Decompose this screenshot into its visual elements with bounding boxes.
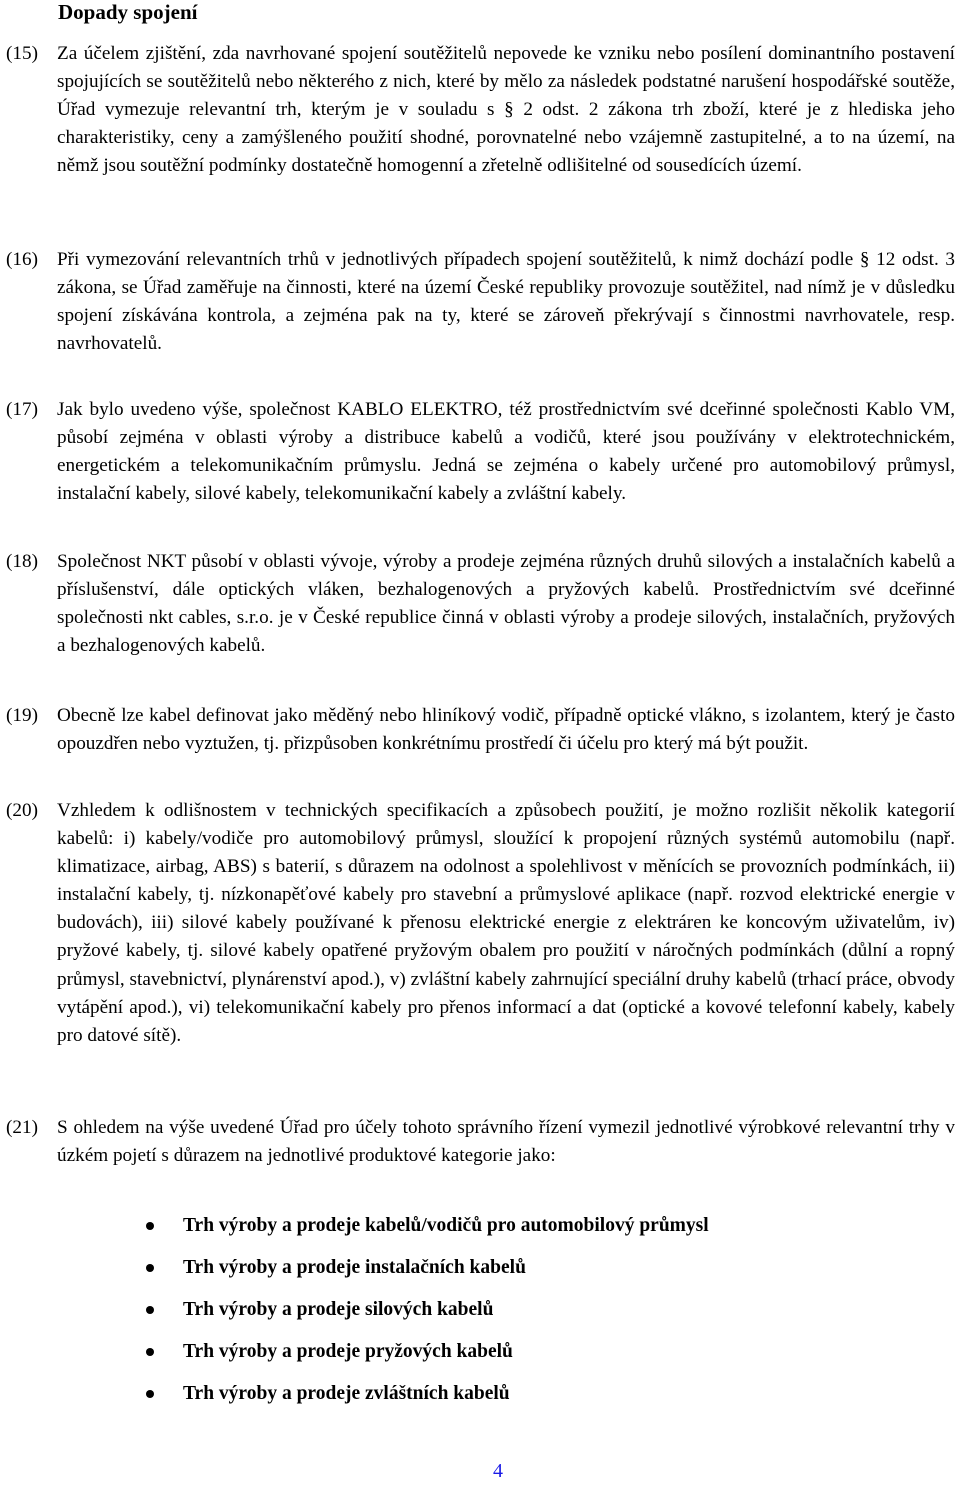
list-item [0,1378,955,1420]
paragraph-20 [0,797,955,1050]
list-item-label: Trh výroby a prodeje pryžových kabelů [183,1341,513,1362]
paragraph-15 [0,40,955,180]
paragraph-text: Za účelem zjištění, zda navrhované spojení soutěžitelů nepovede ke vzniku nebo posílení dominantního postavení spojujících se soutěžitelů nebo některého z nich, které by mělo za následek podstatné narušení hospodářské soutěže, Úřad vymezuje relevantní trh, kterým je v souladu s § 2 odst. 2 zákona trh zboží, které je z hlediska jeho charakteristiky, ceny a zamýšleného použití shodné, porovnatelné nebo vzájemně zastupitelné, a to na území, na němž jsou soutěžní podmínky dostatečně homogenní a zřetelně odlišitelné od sousedících území. [57,43,955,177]
paragraph-text: Jak bylo uvedeno výše, společnost KABLO ELEKTRO, též prostřednictvím své dceřinné společnosti Kablo VM, působí zejména v oblasti výroby a distribuce kabelů a vodičů, které jsou používány v elektrotechnickém, energetickém a telekomunikačním průmyslu. Jedná se zejména o kabely určené pro automobilový průmysl, instalační kabely, silové kabely, telekomunikační kabely a zvláštní kabely. [57,399,955,505]
paragraph-text: Obecně lze kabel definovat jako měděný nebo hliníkový vodič, případně optické vlákno, s izolantem, který je často opouzdřen nebo vyztužen, tj. přizpůsoben konkrétnímu prostředí či účelu pro který má být použit. [57,705,955,755]
paragraph-17 [0,396,955,508]
paragraph-text: Vzhledem k odlišnostem v technických specifikacích a způsobech použití, je možno rozlišit několik kategorií kabelů: i) kabely/vodiče pro automobilový průmysl, sloužící k propojení různých systémů automobilu (např. klimatizace, airbag, ABS) s baterií, s důrazem na odolnost a spolehlivost v měnících se provozních podmínkách, ii) instalační kabely, tj. nízkonapěťové kabely pro stavební a průmyslové aplikace (např. rozvod elektrické energie v budovách), iii) silové kabely používané k přenosu elektrické energie z elektráren ke koncovým uživatelům, iv) pryžové kabely, tj. silové kabely opatřené pryžovým obalem pro použití v náročných podmínkách (důlní a ropný průmysl, stavebnictví, plynárenství apod.), v) zvláštní kabely zahrnující speciální druhy kabelů (trhací práce, obvody vytápění apod.), vi) telekomunikační kabely pro přenos informací a dat (optické a kovové telefonní kabely, kabely pro datové sítě). [57,800,955,1046]
paragraph-16 [0,246,955,358]
list-item-label: Trh výroby a prodeje kabelů/vodičů pro automobilový průmysl [183,1215,709,1236]
market-list [0,1210,955,1420]
list-item [0,1294,955,1336]
paragraph-21 [0,1114,955,1170]
list-item-label: Trh výroby a prodeje zvláštních kabelů [183,1383,510,1404]
list-item-label: Trh výroby a prodeje instalačních kabelů [183,1257,526,1278]
list-item [0,1336,955,1378]
section-heading: Dopady spojení [58,0,198,24]
list-item [0,1252,955,1294]
list-item [0,1210,955,1252]
paragraph-number: (18) [6,551,38,572]
list-item-label: Trh výroby a prodeje silových kabelů [183,1299,494,1320]
page-number: 4 [493,1460,503,1482]
paragraph-19 [0,702,955,758]
bullet-icon [146,1306,154,1314]
paragraph-text: S ohledem na výše uvedené Úřad pro účely tohoto správního řízení vymezil jednotlivé výrobkové relevantní trhy v úzkém pojetí s důrazem na jednotlivé produktové kategorie jako: [57,1117,955,1167]
paragraph-number: (20) [6,800,38,821]
bullet-icon [146,1264,154,1272]
paragraph-number: (16) [6,249,38,270]
paragraph-number: (17) [6,399,38,420]
bullet-icon [146,1390,154,1398]
paragraph-18 [0,548,955,660]
bullet-icon [146,1222,154,1230]
paragraph-number: (19) [6,705,38,726]
paragraph-number: (15) [6,43,38,64]
bullet-icon [146,1348,154,1356]
paragraph-text: Společnost NKT působí v oblasti vývoje, výroby a prodeje zejména různých druhů silových a instalačních kabelů a příslušenství, dále optických vláken, bezhalogenových a pryžových kabelů. Prostřednictvím své dceřinné společnosti nkt cables, s.r.o. je v České republice činná v oblasti výroby a prodeje silových, instalačních, pryžových a bezhalogenových kabelů. [57,551,955,657]
paragraph-number: (21) [6,1117,38,1138]
paragraph-text: Při vymezování relevantních trhů v jednotlivých případech spojení soutěžitelů, k nimž dochází podle § 12 odst. 3 zákona, se Úřad zaměřuje na činnosti, které na území České republiky provozuje soutěžitel, nad nímž je v důsledku spojení získávána kontrola, a zejména pak na ty, které se zároveň překrývají s činnostmi navrhovatele, resp. navrhovatelů. [57,249,955,355]
